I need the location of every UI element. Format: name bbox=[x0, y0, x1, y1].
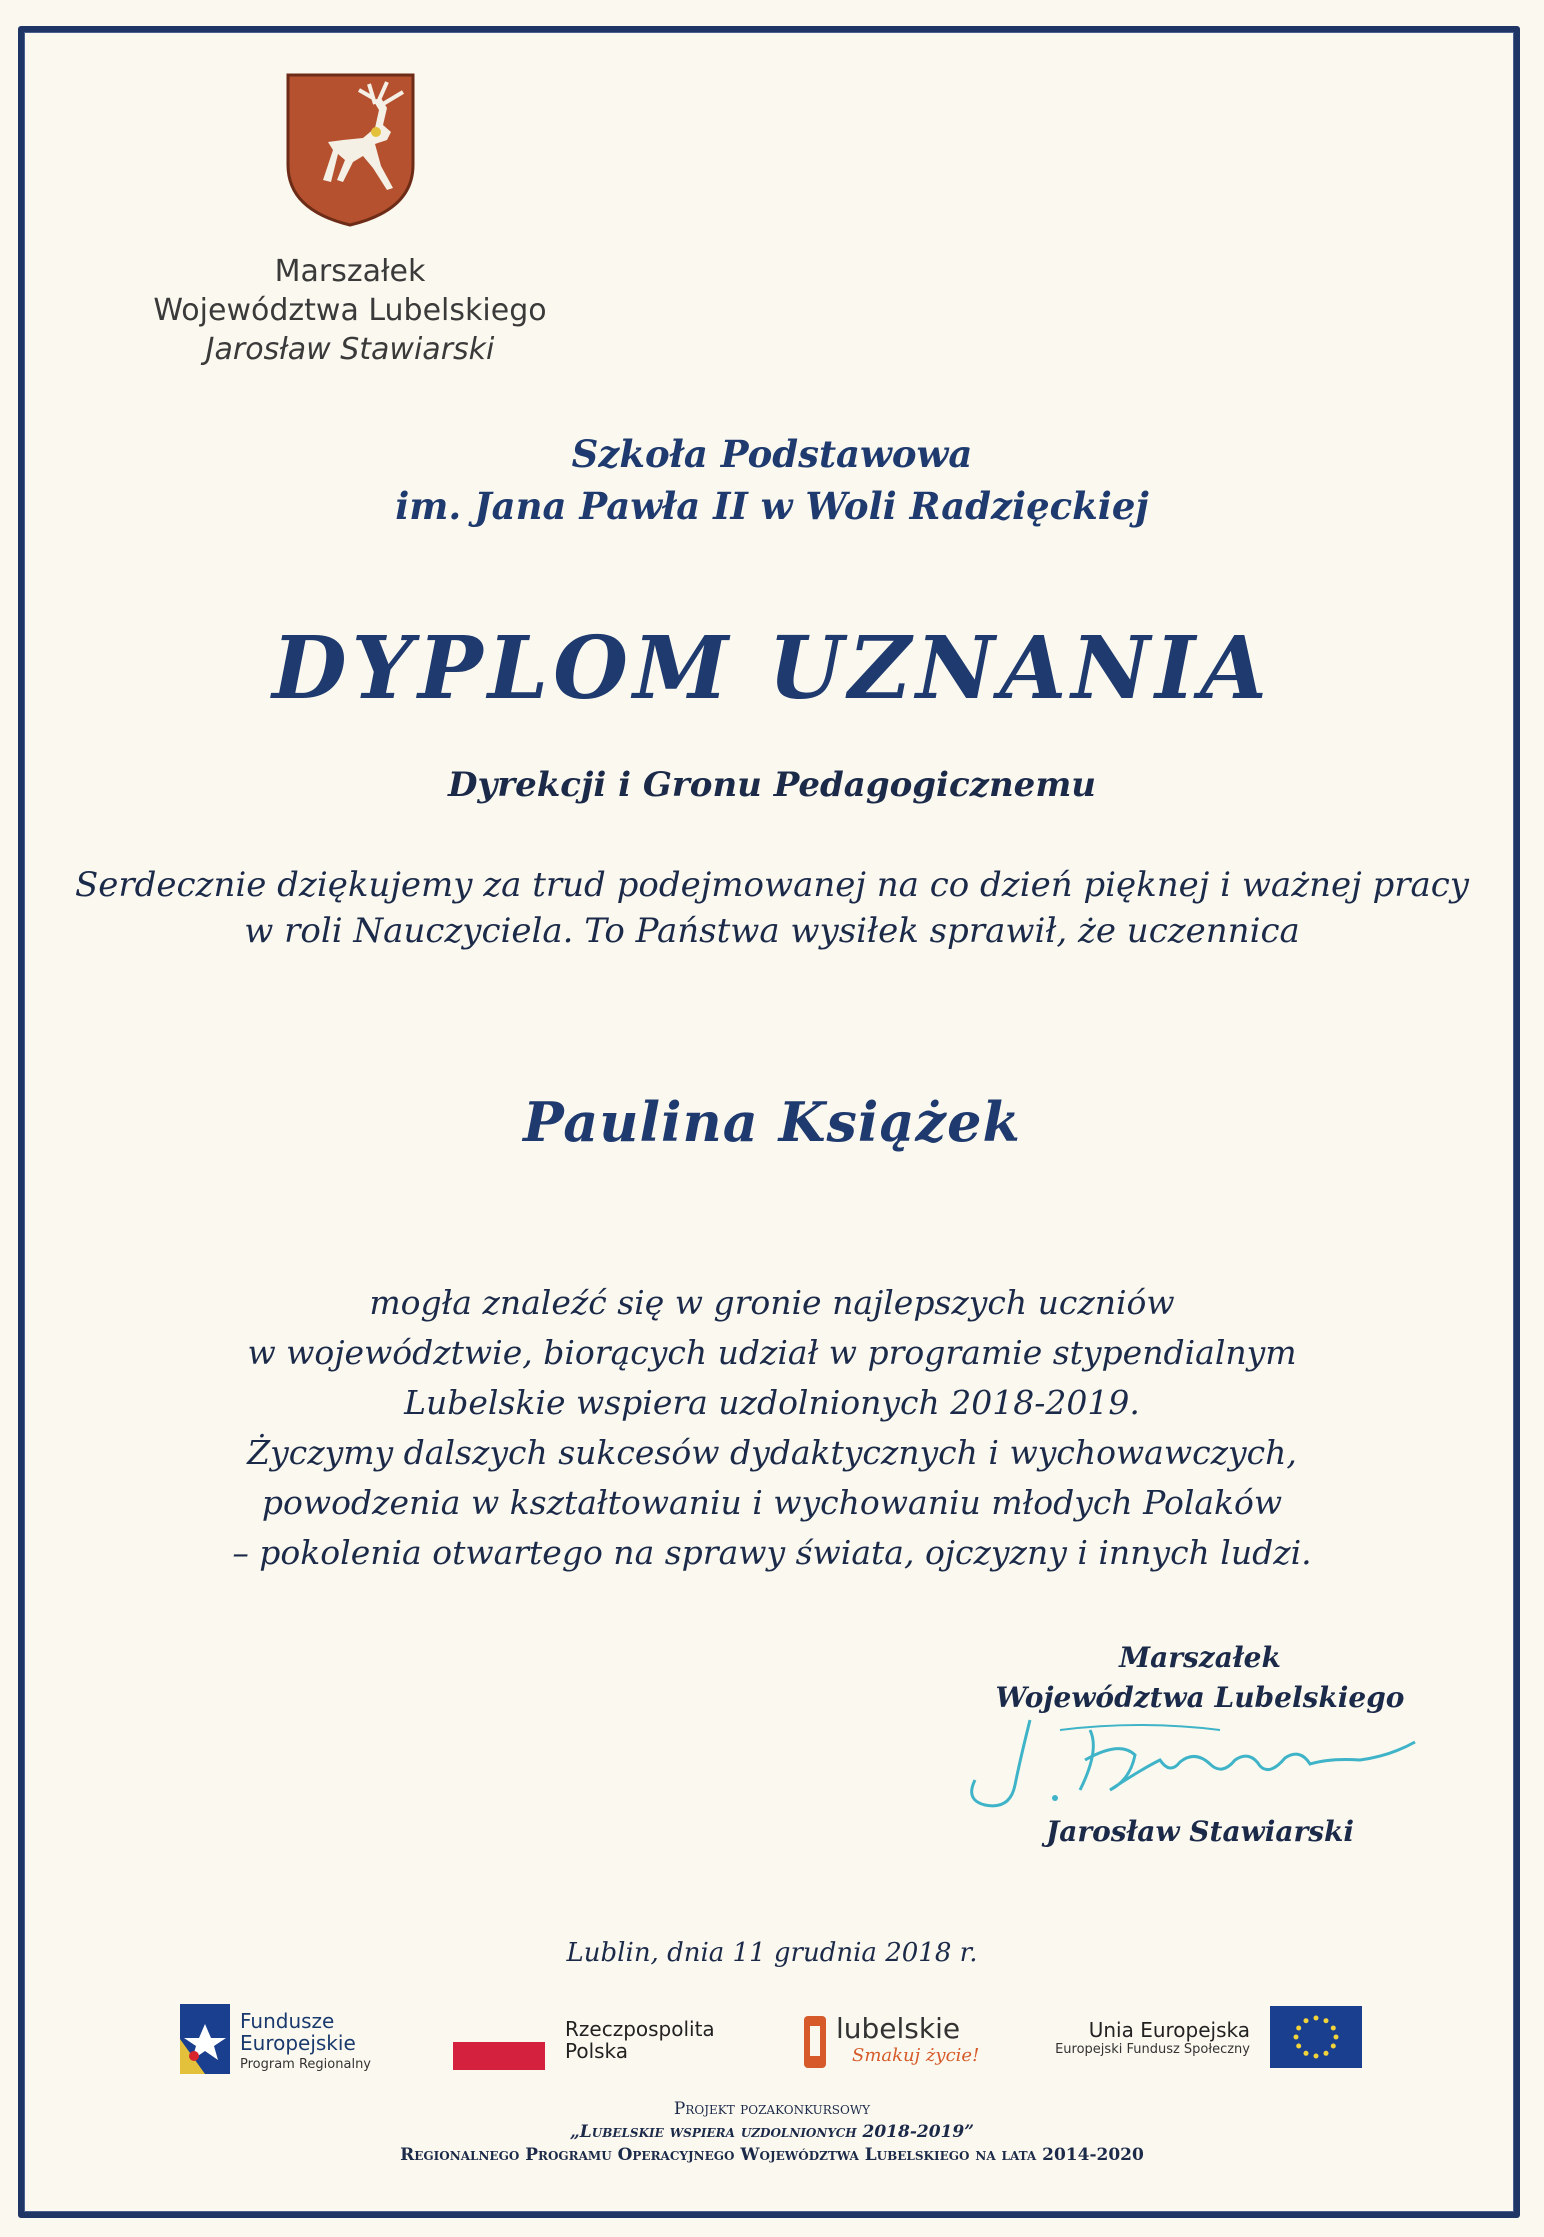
eu-funds-logo bbox=[240, 2010, 371, 2076]
handwritten-signature-icon bbox=[960, 1700, 1420, 1820]
issuer-header bbox=[110, 252, 590, 369]
body-main-line: powodzenia w kształtowaniu i wychowaniu młodych Polaków bbox=[261, 1483, 1283, 1522]
issuer-name: Jarosław Stawiarski bbox=[205, 332, 495, 367]
eu-funds-line2: Europejskie bbox=[240, 2031, 356, 2055]
issuer-title: Marszałek bbox=[274, 254, 426, 289]
footer-line3: Regionalnego Programu Operacyjnego Województwa Lubelskiego na lata 2014-2020 bbox=[400, 2145, 1144, 2165]
signatory-region: Województwa Lubelskiego bbox=[995, 1681, 1405, 1714]
signatory-role: Marszałek bbox=[1119, 1641, 1281, 1674]
signatory-name: Jarosław Stawiarski bbox=[1045, 1815, 1355, 1848]
rp-line1: Rzeczpospolita bbox=[565, 2017, 715, 2041]
body-main-line: mogła znaleźć się w gronie najlepszych uczniów bbox=[369, 1283, 1175, 1322]
lubelskie-wordmark: lubelskie bbox=[836, 2012, 961, 2045]
logo-bar bbox=[0, 2000, 1544, 2080]
footer-line1: Projekt pozakonkursowy bbox=[673, 2099, 871, 2119]
school-patron: im. Jana Pawła II w Woli Radzięckiej bbox=[395, 484, 1149, 528]
polish-flag-icon bbox=[453, 2042, 545, 2070]
footer-line2: „Lubelskie wspiera uzdolnionych 2018-2019” bbox=[570, 2122, 974, 2142]
school-name: Szkoła Podstawowa bbox=[571, 432, 973, 476]
body-intro-line: Serdecznie dziękujemy za trud podejmowanej na co dzień pięknej i ważnej pracy bbox=[74, 865, 1470, 905]
rp-line2: Polska bbox=[565, 2039, 629, 2063]
eu-funds-line1: Fundusze bbox=[240, 2009, 335, 2033]
rp-logo bbox=[565, 2018, 715, 2062]
body-intro-line: w roli Nauczyciela. To Państwa wysiłek sprawił, że uczennica bbox=[244, 911, 1300, 951]
body-main bbox=[0, 1278, 1544, 1578]
coat-of-arms-icon bbox=[283, 70, 418, 230]
lubelskie-tagline: Smakuj życie! bbox=[852, 2045, 980, 2066]
eu-line1: Unia Europejska bbox=[1088, 2018, 1250, 2042]
eu-subtitle: Europejski Fundusz Społeczny bbox=[1055, 2042, 1250, 2057]
body-main-line: Życzymy dalszych sukcesów dydaktycznych i wychowawczych, bbox=[247, 1433, 1297, 1472]
student-name: Paulina Książek bbox=[523, 1090, 1021, 1154]
lubelskie-logo bbox=[836, 2012, 979, 2066]
project-footer bbox=[0, 2098, 1544, 2167]
eu-flag-icon bbox=[1270, 2006, 1362, 2068]
diploma-title: DYPLOM UZNANIA bbox=[272, 618, 1272, 719]
body-main-line: – pokolenia otwartego na sprawy świata, ojczyzny i innych ludzi. bbox=[232, 1533, 1312, 1572]
dedication: Dyrekcji i Gronu Pedagogicznemu bbox=[447, 765, 1097, 805]
issue-date: Lublin, dnia 11 grudnia 2018 r. bbox=[566, 1938, 978, 1968]
lubelskie-logo-icon bbox=[800, 2012, 830, 2072]
eu-logo bbox=[1052, 2018, 1250, 2057]
eu-funds-logo-icon bbox=[180, 2004, 230, 2074]
body-main-line: Lubelskie wspiera uzdolnionych 2018-2019. bbox=[404, 1383, 1140, 1422]
body-main-line: w województwie, biorących udział w programie stypendialnym bbox=[247, 1333, 1297, 1372]
eu-funds-subtitle: Program Regionalny bbox=[240, 2057, 371, 2072]
issuer-region: Województwa Lubelskiego bbox=[153, 293, 547, 328]
body-intro bbox=[0, 862, 1544, 954]
